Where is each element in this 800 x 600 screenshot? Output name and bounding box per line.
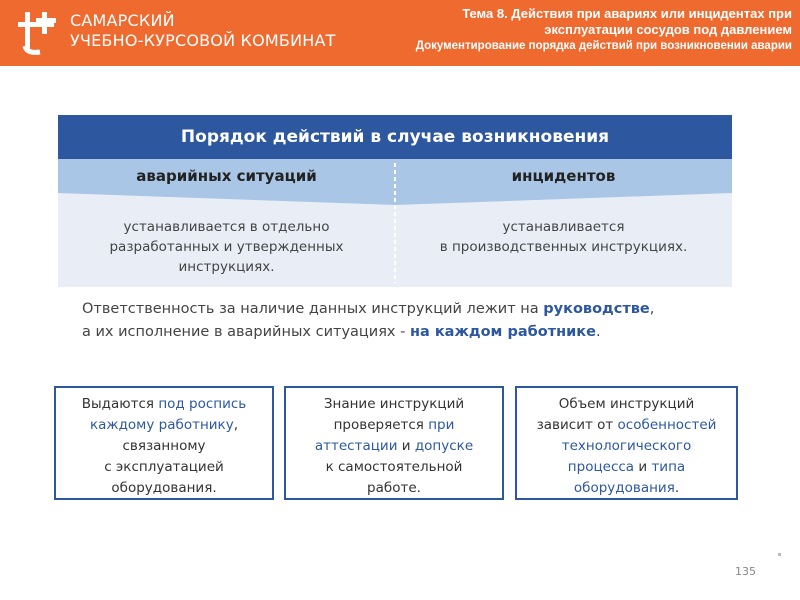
- responsibility-line-1: [82, 298, 732, 321]
- slide-title: [416, 6, 792, 54]
- highlight-each-worker: на каждом работнике: [409, 324, 596, 340]
- responsibility-line-2: [82, 321, 732, 344]
- slide-subtitle: Документирование порядка действий при возникновении аварии: [415, 40, 792, 52]
- text-part: и: [634, 459, 652, 475]
- text-highlight: каждому работнику: [90, 417, 234, 433]
- column-title-incidents: инцидентов: [511, 167, 616, 185]
- title-line-1: Тема 8. Действия при авариях или инцидентах при: [462, 6, 792, 21]
- text-line: устанавливается: [502, 219, 625, 235]
- text-part: Выдаются: [81, 396, 159, 412]
- text-highlight: типа: [651, 459, 686, 475]
- text-part: ,: [233, 417, 238, 433]
- box-line: оборудования.: [111, 480, 217, 496]
- box-line: Объем инструкций: [558, 396, 695, 412]
- text-highlight: процесса: [567, 459, 635, 475]
- text-part: .: [595, 324, 601, 340]
- column-title-emergency: аварийных ситуаций: [136, 167, 317, 185]
- page-number: 135: [735, 565, 756, 578]
- box-line: [517, 457, 736, 478]
- decorative-dot: [778, 553, 781, 556]
- box-line: к самостоятельной: [325, 459, 463, 475]
- info-box-issuance: [54, 386, 274, 500]
- text-part: .: [674, 480, 680, 496]
- box-line: [286, 436, 502, 457]
- table-body: [58, 159, 732, 287]
- header-bar: [0, 0, 800, 66]
- text-highlight: под роспись: [158, 396, 247, 412]
- logo-line-2: УЧЕБНО-КУРСОВОЙ КОМБИНАТ: [70, 31, 336, 50]
- box-line: [56, 415, 272, 436]
- text-highlight: оборудования: [573, 480, 675, 496]
- box-line: с эксплуатацией: [104, 459, 224, 475]
- box-line: [517, 436, 736, 457]
- logo-line-1: САМАРСКИЙ: [70, 11, 175, 30]
- text-line: устанавливается в отдельно: [123, 219, 330, 235]
- column-text-emergency: [58, 217, 395, 277]
- text-part: а их исполнение в аварийных ситуациях -: [82, 324, 410, 340]
- info-box-knowledge: [284, 386, 504, 500]
- logo-icon: [12, 8, 62, 56]
- text-line: разработанных и утвержденных: [109, 239, 344, 255]
- text-part: ,: [649, 301, 655, 317]
- column-text-incidents: [395, 217, 732, 257]
- info-box-scope: [515, 386, 738, 500]
- responsibility-text: [82, 298, 732, 344]
- table-heading: Порядок действий в случае возникновения: [58, 115, 732, 159]
- text-highlight: при: [428, 417, 455, 433]
- text-part: зависит от: [536, 417, 618, 433]
- box-line: [286, 415, 502, 436]
- text-highlight: технологического: [561, 438, 692, 454]
- text-part: и: [397, 438, 415, 454]
- text-line: инструкциях.: [178, 259, 275, 275]
- box-line: [56, 394, 272, 415]
- box-line: [517, 415, 736, 436]
- title-line-2: эксплуатации сосудов под давлением: [544, 22, 792, 37]
- box-line: работе.: [367, 480, 421, 496]
- text-highlight: особенностей: [617, 417, 717, 433]
- box-line: [517, 478, 736, 499]
- highlight-management: руководстве: [543, 301, 650, 317]
- text-highlight: аттестации: [314, 438, 398, 454]
- text-part: Ответственность за наличие данных инструкций лежит на: [82, 301, 544, 317]
- logo-text: [70, 11, 336, 51]
- text-line: в производственных инструкциях.: [439, 239, 688, 255]
- box-line: Знание инструкций: [323, 396, 465, 412]
- text-part: проверяется: [333, 417, 429, 433]
- box-line: связанному: [122, 438, 206, 454]
- text-highlight: допуске: [414, 438, 474, 454]
